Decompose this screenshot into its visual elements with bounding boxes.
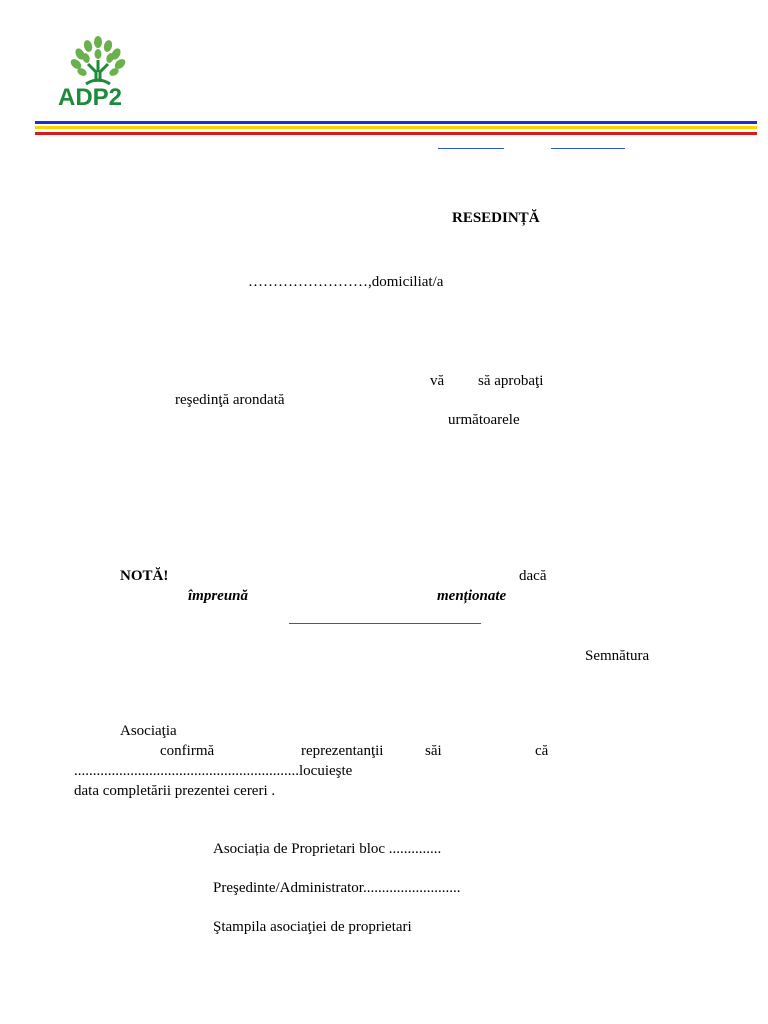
word-urmatoarele: următoarele — [448, 412, 520, 428]
word-sa-aprobati: să aprobaţi — [478, 373, 544, 389]
domiciliat-line: ……………………,domiciliat/a — [248, 274, 444, 290]
word-va: vă — [430, 373, 445, 389]
link-underline-1 — [438, 148, 504, 149]
logo-text: ADP2 — [58, 84, 123, 111]
footer-line-president: Preşedinte/Administrator.......................... — [213, 880, 461, 896]
word-mentionate: menționate — [437, 588, 507, 604]
document-title: RESEDINȚĂ — [452, 210, 540, 226]
confirm-word-4: că — [535, 743, 549, 759]
nota-label: NOTĂ! — [120, 568, 169, 584]
footer-line-association: Asociația de Proprietari bloc .............. — [213, 841, 442, 857]
confirm-word-1: confirmă — [160, 743, 215, 759]
confirm-word-3: săi — [425, 743, 442, 759]
word-daca: dacă — [519, 568, 547, 584]
word-impreuna: împreună — [188, 588, 249, 604]
flag-stripe-blue — [35, 121, 757, 124]
link-underline-3 — [289, 623, 481, 624]
footer-line-stamp: Ştampila asociaţiei de proprietari — [213, 919, 412, 935]
flag-stripe-yellow — [35, 126, 757, 129]
flag-stripe-red — [35, 132, 757, 135]
assoc-word: Asociaţia — [120, 723, 177, 739]
signature-label: Semnătura — [585, 648, 650, 664]
data-completarii: data completării prezentei cereri . — [74, 783, 276, 799]
dots-locuieste: ............................................................locuieşte — [74, 763, 353, 779]
link-underline-2 — [551, 148, 625, 149]
confirm-word-2: reprezentanţii — [301, 743, 384, 759]
word-resedinta-arondata: reşedinţă arondată — [175, 392, 285, 408]
